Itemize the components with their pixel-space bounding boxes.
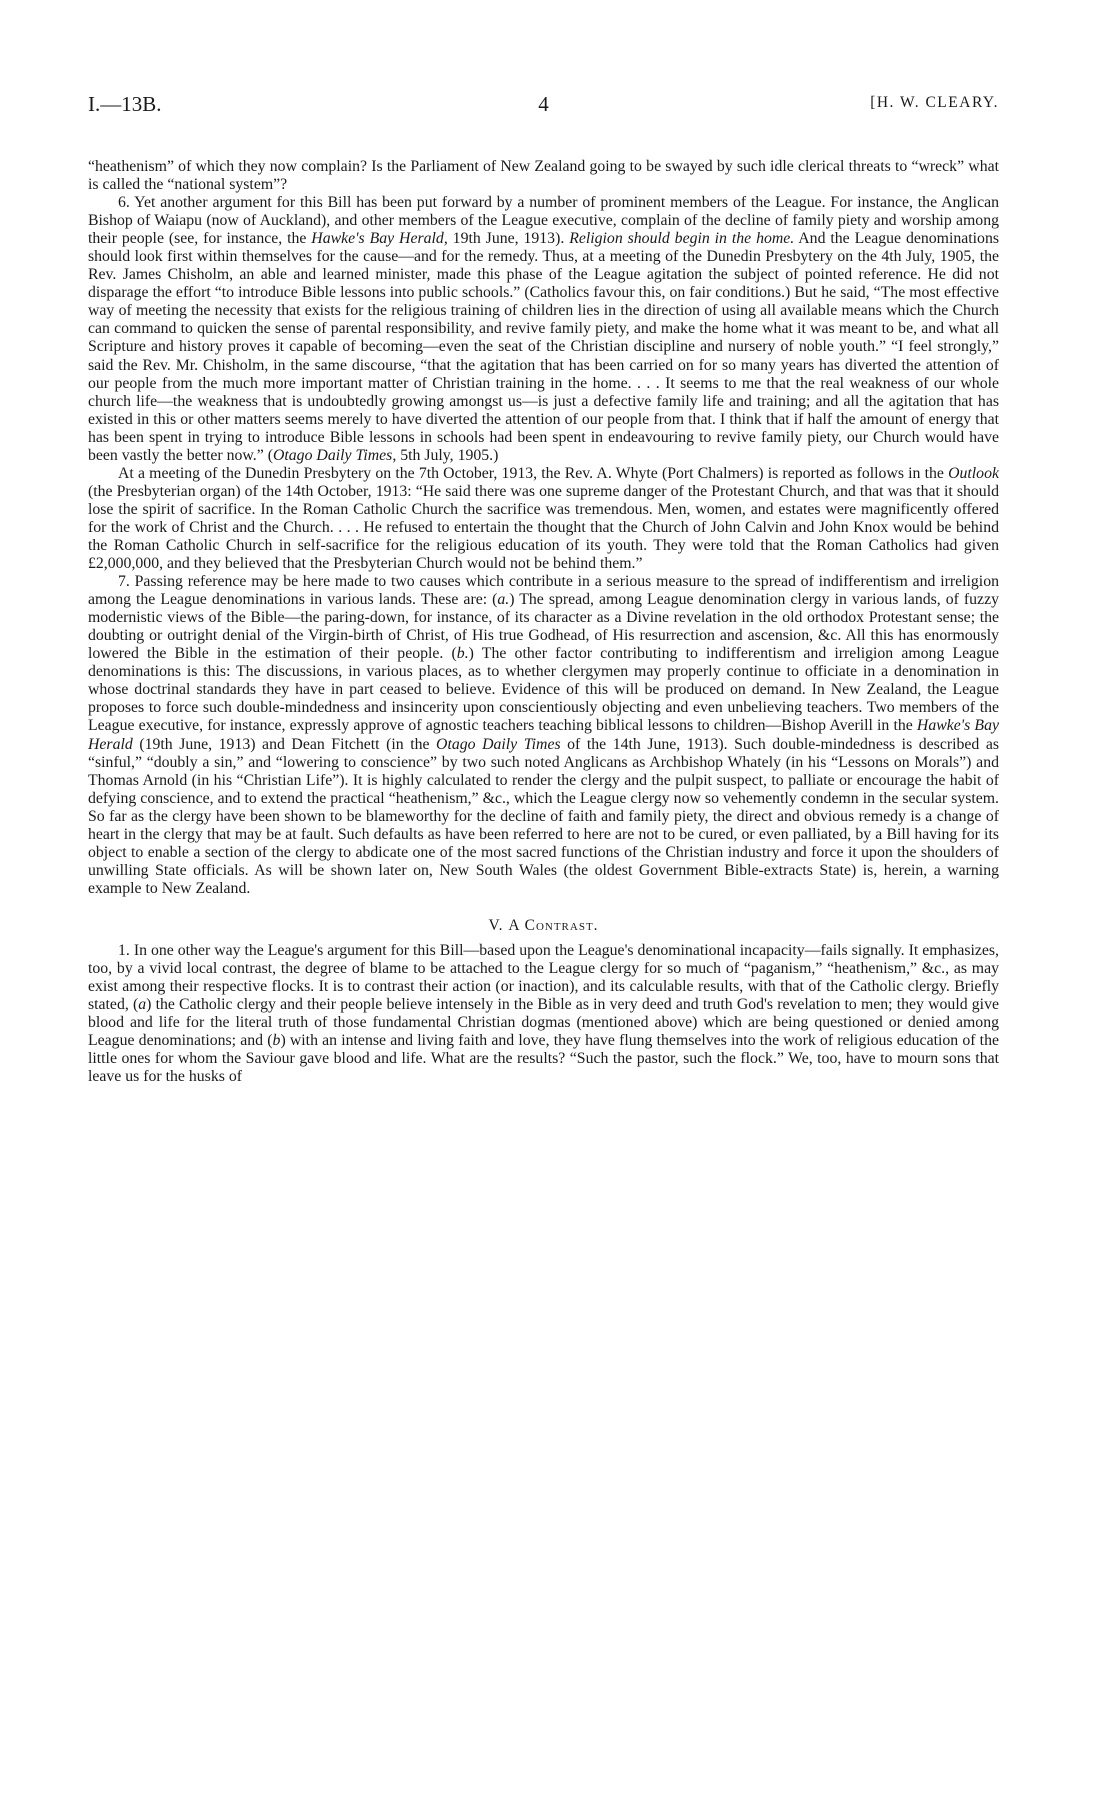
page-number: 4: [538, 92, 549, 116]
text-run: And the League denominations should look first within themselves for the cause—and for the remedy. Thus, at a meeting of the Dunedin Presbytery on the 4th July, 1905, the Rev. James Chisholm, an able and learned minister, made this phase of the League agitation the subject of pointed reference. He did not disparage the effort “to introduce Bible lessons into public schools.” (Catholics favour this, on fair conditions.) But he said, “The most effective way of meeting the necessity that exists for the religious training of children lies in the direction of using all available means which the Church can command to quicken the sense of parental responsibility, and revive family piety, and make the home what it was meant to be, and what all Scripture and history proves it capable of becoming—even the seat of the Christian discipline and nursery of noble youth.” “I feel strongly,” said the Rev. Mr. Chisholm, in the same discourse, “that the agitation that has been carried on for so many years has diverted the attention of our people from the much more important matter of Christian training in the home. . . . It seems to me that the real weakness of our whole church life—the weakness that is undoubtedly growing amongst us—is just a defective family life and training; and all the agitation that has existed in this or other matters seems merely to have diverted the attention of our people from that. I think that if half the amount of energy that has been spent in trying to introduce Bible lessons in schools had been spent in endeavouring to revive family piety, our Church would have been vastly the better now.” (: [88, 230, 999, 464]
body-text: [88, 158, 999, 1086]
text-run: ) The spread, among League denomination clergy in various lands, of fuzzy modernistic views of the Bible—the paring-down, for instance, of its character as a Divine revelation in the old orthodox Protestant sense; the doubting or outright denial of the Virgin-birth of Christ, of His true Godhead, of His resurrection and ascension, &c. All this has enormously lowered the Bible in the estimation of their people. (: [88, 591, 999, 663]
paragraph-contrast-1: [88, 942, 999, 1086]
text-run: , 5th July, 1905.): [392, 446, 499, 464]
text-run: ) with an intense and living faith and love, they have flung themselves into the work of religious education of the little ones for whom the Saviour gave blood and life. What are the results? “Such the pastor, such the flock.” We, too, have to mourn sons that leave us for the husks of: [88, 1032, 999, 1086]
text-run: 6. Yet another argument for this Bill has been put forward by a number of prominent members of the League. For instance, the Anglican Bishop of Waiapu (now of Auckland), and other members of the League executive, complain of the decline of family piety and worship among their people (see, for instance, the: [88, 194, 999, 248]
italic-text-run: Outlook: [948, 464, 999, 482]
italic-text-run: Otago Daily Times: [436, 735, 561, 753]
text-run: “heathenism” of which they now complain? Is the Parliament of New Zealand going to be swayed by such idle clerical threats to “wreck” what is called the “national system”?: [88, 158, 999, 194]
document-reference: I.—13B.: [88, 92, 162, 116]
italic-text-run: Hawke's Bay Herald: [311, 230, 444, 248]
text-run: ) The other factor contributing to indifferentism and irreligion among League denominations is this: The discussions, in various places, as to whether clergymen may properly continue to officiate in a denomination in whose doctrinal standards they have in part ceased to believe. Evidence of this will be produced on demand. In New Zealand, the League proposes to force such double-mindedness and insincerity upon conscientiously objecting and even unbelieving teachers. Two members of the League executive, for instance, expressly approve of agnostic teachers teaching biblical lessons to children—Bishop Averill in the: [88, 645, 1000, 735]
italic-text-run: Religion should begin in the home.: [569, 230, 795, 248]
italic-text-run: a: [138, 996, 147, 1014]
paragraph-6-family-piety: [88, 194, 999, 465]
section-title: A Contrast.: [508, 916, 599, 934]
paragraph-whyte-outlook: [88, 465, 999, 573]
italic-text-run: b.: [456, 645, 469, 663]
italic-text-run: b: [272, 1032, 281, 1050]
author-name: [H. W. CLEARY.: [870, 94, 999, 111]
text-run: At a meeting of the Dunedin Presbytery on the 7th October, 1913, the Rev. A. Whyte (Port Chalmers) is reported as follows in the: [118, 464, 949, 482]
italic-text-run: a.: [497, 591, 510, 609]
text-run: ) the Catholic clergy and their people believe intensely in the Bible as in very deed and truth God's revelation to men; they would give blood and life for the literal truth of those fundamental Christian dogmas (mentioned above) which are being questioned or denied among League denominations; and (: [88, 996, 999, 1050]
italic-text-run: Hawke's Bay Herald: [88, 717, 999, 753]
paragraph-heathenism-question: [88, 158, 999, 194]
text-run: 7. Passing reference may be here made to two causes which contribute in a serious measure to the spread of indifferentism and irreligion among the League denominations in various lands. These are: (: [88, 573, 999, 609]
running-header: [88, 92, 999, 122]
section-heading: [88, 917, 999, 935]
italic-text-run: Otago Daily Times: [272, 446, 393, 464]
text-run: (19th June, 1913) and Dean Fitchett (in the: [132, 735, 437, 753]
text-run: (the Presbyterian organ) of the 14th October, 1913: “He said there was one supreme danger of the Protestant Church, and that was that it should lose the spirit of sacrifice. In the Roman Catholic Church the sacrifice was tremendous. Men, women, and estates were magnificently offered for the work of Christ and the Church. . . . He refused to entertain the thought that the Church of John Calvin and John Knox would be behind the Roman Catholic Church in self-sacrifice for the religious education of its youth. They were told that the Roman Catholics had given £2,000,000, and they believed that the Presbyterian Church would not be behind them.”: [88, 482, 999, 573]
section-numeral: V.: [488, 916, 504, 934]
text-run: 1. In one other way the League's argument for this Bill—based upon the League's denominational incapacity—fails signally. It emphasizes, too, by a vivid local contrast, the degree of blame to be attached to the League clergy for so much of “paganism,” “heathenism,” &c., as may exist among their respective flocks. It is to contrast their action (or inaction), and its calculable results, with that of the Catholic clergy. Briefly stated, (: [88, 941, 999, 1014]
text-run: of the 14th June, 1913). Such double-mindedness is described as “sinful,” “doubly a sin,” and “lowering to conscience” by two such noted Anglicans as Archbishop Whately (in his “Lessons on Morals”) and Thomas Arnold (in his “Christian Life”). It is highly calculated to render the clergy and the pulpit suspect, to palliate or encourage the habit of defying conscience, and to extend the practical “heathenism,” &c., which the League clergy now so vehemently condemn in the secular system. So far as the clergy have been shown to be blameworthy for the decline of faith and family piety, the direct and obvious remedy is a change of heart in the clergy that may be at fault. Such defaults as have been referred to here are not to be cured, or even palliated, by a Bill having for its object to enable a section of the clergy to abdicate one of the most sacred functions of the Christian industry and force it upon the shoulders of unwilling State officials. As will be shown later on, New South Wales (the oldest Government Bible-extracts State) is, herein, a warning example to New Zealand.: [88, 735, 999, 897]
text-run: , 19th June, 1913).: [443, 230, 570, 248]
paragraph-7-indifferentism: [88, 573, 999, 898]
